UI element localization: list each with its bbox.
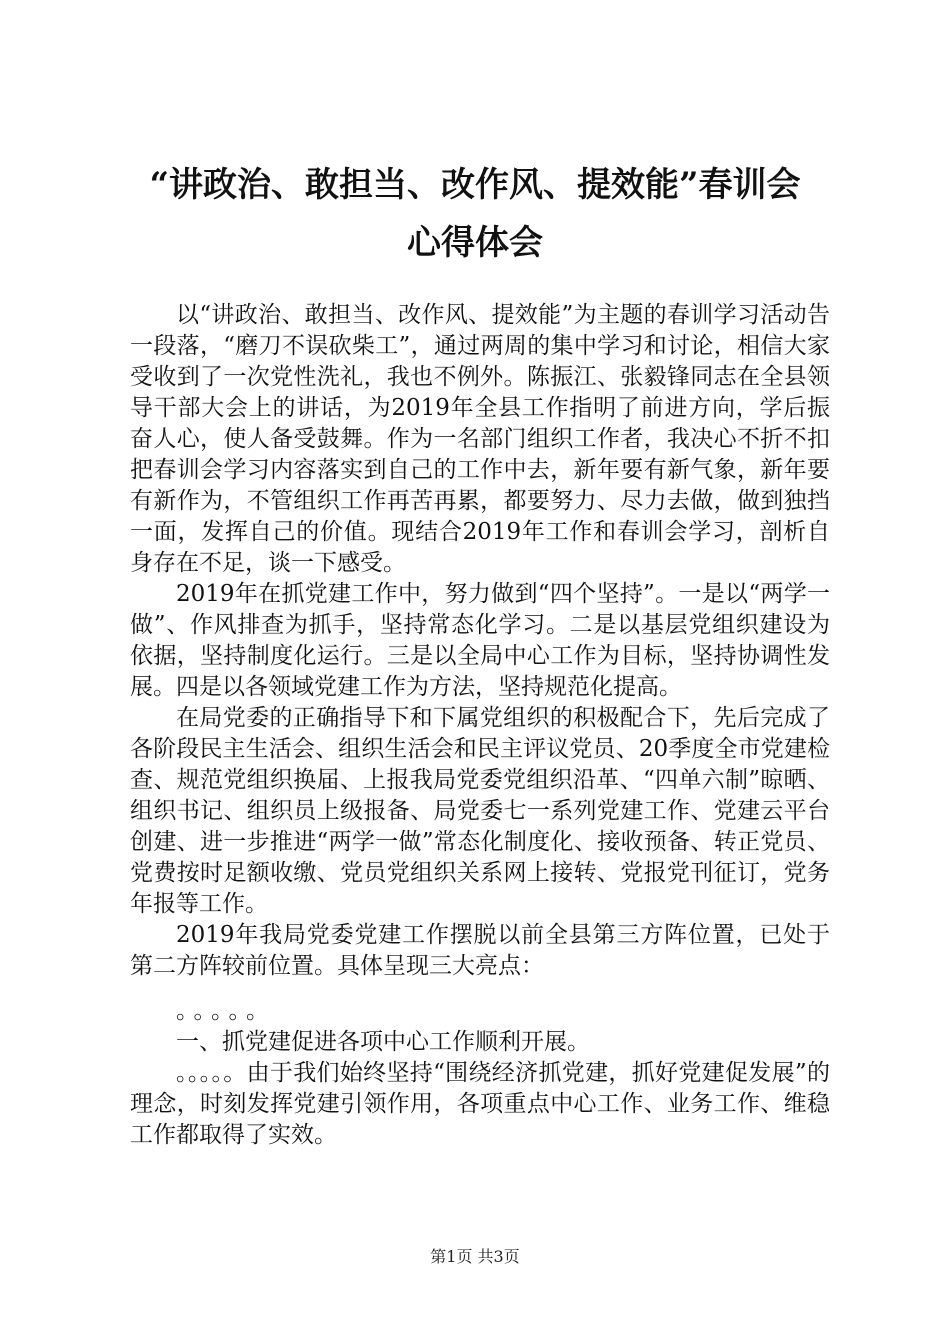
paragraph-intro: 以“讲政治、敢担当、改作风、提效能”为主题的春训学习活动告一段落，“磨刀不误砍柴工”，通过两周的集中学习和讨论，相信大家受收到了一次党性洗礼，我也不例外。陈振江、张毅锋同志在全县领导干部大会上的讲话，为2019年全县工作指明了前进方向，学后振奋人心，使人备受鼓舞。作为一名部门组织工作者，我决心不折不扣把春训会学习内容落实到自己的工作中去，新年要有新气象，新年要有新作为，不管组织工作再苦再累，都要努力、尽力去做，做到独挡一面，发挥自己的价值。现结合2019年工作和春训会学习，剖析自身存在不足，谈一下感受。: [130, 302, 830, 576]
page-number-footer: 第1页 共3页: [430, 1247, 520, 1266]
paragraph-completed-work: 在局党委的正确指导下和下属党组织的积极配合下，先后完成了各阶段民主生活会、组织生活会和民主评议党员、20季度全市党建检查、规范党组织换届、上报我局党委党组织沿革、“四单六制”晾晒、组织书记、组织员上级报备、局党委七一系列党建工作、党建云平台创建、进一步推进“两学一做”常态化制度化、接收预备、转正党员、党费按时足额收缴、党员党组织关系网上接转、党报党刊征订，党务年报等工作。: [130, 705, 830, 917]
document-title-line-1: “讲政治、敢担当、改作风、提效能”春训会: [149, 165, 801, 205]
paragraph-section-one: 。。。。。由于我们始终坚持“围绕经济抓党建，抓好党建促发展”的理念，时刻发挥党建引领作用，各项重点中心工作、业务工作、维稳工作都取得了实效。: [130, 1060, 830, 1148]
ellipsis-line: 。。。。。: [176, 998, 275, 1024]
paragraph-highlights: 2019年我局党委党建工作摆脱以前全县第三方阵位置，已处于第二方阵较前位置。具体呈现三大亮点：: [130, 922, 830, 979]
document-body: [130, 300, 830, 1151]
document-title-line-2: 心得体会: [407, 223, 543, 263]
section-heading: 一、抓党建促进各项中心工作顺利开展。: [176, 1029, 590, 1055]
paragraph-four-persist: 2019年在抓党建工作中，努力做到“四个坚持”。一是以“两学一做”、作风排查为抓手，坚持常态化学习。二是以基层党组织建设为依据，坚持制度化运行。三是以全局中心工作为目标，坚持协调性发展。四是以各领域党建工作为方法，坚持规范化提高。: [130, 581, 830, 700]
